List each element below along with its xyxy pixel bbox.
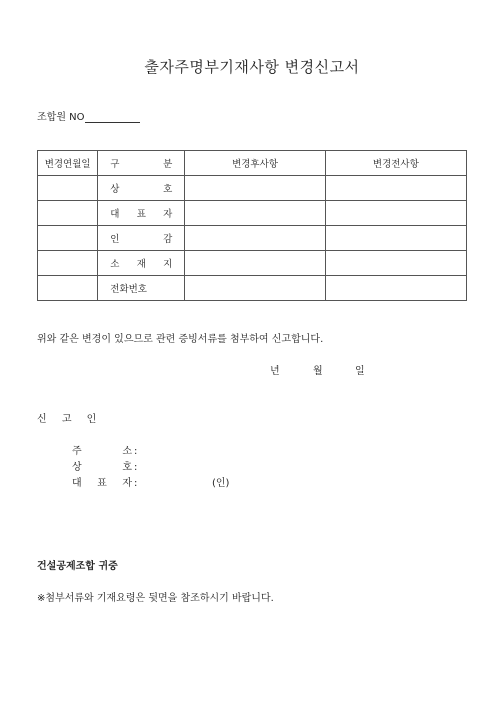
table-row <box>38 201 467 226</box>
reporter-representative-label: 대 표 자 <box>72 478 132 489</box>
reporter-address-label: 주 소 <box>72 446 132 457</box>
cell-after <box>185 251 325 276</box>
cell-before <box>325 226 466 251</box>
cell-date <box>38 251 98 276</box>
date-year-label: 년 <box>270 366 280 377</box>
cell-date <box>38 201 98 226</box>
table-row <box>38 251 467 276</box>
reporter-company-colon: : <box>134 462 138 473</box>
table-header-row <box>38 151 467 176</box>
row-label-seal: 인 감 <box>98 226 185 251</box>
reporter-representative-colon: : <box>134 478 138 489</box>
reporter-address-colon: : <box>134 446 138 457</box>
seal-mark: (인) <box>212 478 230 489</box>
document-title: 출자주명부기재사항 변경신고서 <box>144 58 360 76</box>
cell-after <box>185 176 325 201</box>
table-row <box>38 176 467 201</box>
cell-date <box>38 176 98 201</box>
cell-date <box>38 226 98 251</box>
cell-before <box>325 201 466 226</box>
row-label-representative: 대 표 자 <box>98 201 185 226</box>
reporter-company-label: 상 호 <box>72 462 132 473</box>
row-label-location: 소 재 지 <box>98 251 185 276</box>
cell-after <box>185 201 325 226</box>
table-row <box>38 226 467 251</box>
date-day-label: 일 <box>355 366 365 377</box>
table-row <box>38 276 467 301</box>
declaration-statement: 위와 같은 변경이 있으므로 관련 증빙서류를 첨부하여 신고합니다. <box>37 334 324 345</box>
header-category: 구 분 <box>98 151 185 176</box>
header-before-change: 변경전사항 <box>325 151 466 176</box>
change-table <box>37 150 467 301</box>
date-month-label: 월 <box>313 366 323 377</box>
member-number-label: 조합원 NO <box>37 112 85 123</box>
cell-after <box>185 226 325 251</box>
cell-before <box>325 251 466 276</box>
recipient-line: 건설공제조합 귀중 <box>37 561 118 572</box>
member-number-blank <box>85 112 140 123</box>
member-number-field <box>37 108 140 123</box>
cell-before <box>325 176 466 201</box>
reference-note: ※첨부서류와 기재요령은 뒷면을 참조하시기 바랍니다. <box>37 593 274 604</box>
header-after-change: 변경후사항 <box>185 151 325 176</box>
row-label-phone: 전화번호 <box>98 276 185 301</box>
reporter-address-field <box>72 442 137 457</box>
header-change-date: 변경연월일 <box>38 151 98 176</box>
reporter-label: 신 고 인 <box>37 414 103 425</box>
row-label-company-name: 상 호 <box>98 176 185 201</box>
cell-date <box>38 276 98 301</box>
cell-after <box>185 276 325 301</box>
reporter-representative-field <box>72 474 137 489</box>
cell-before <box>325 276 466 301</box>
reporter-company-field <box>72 458 137 473</box>
